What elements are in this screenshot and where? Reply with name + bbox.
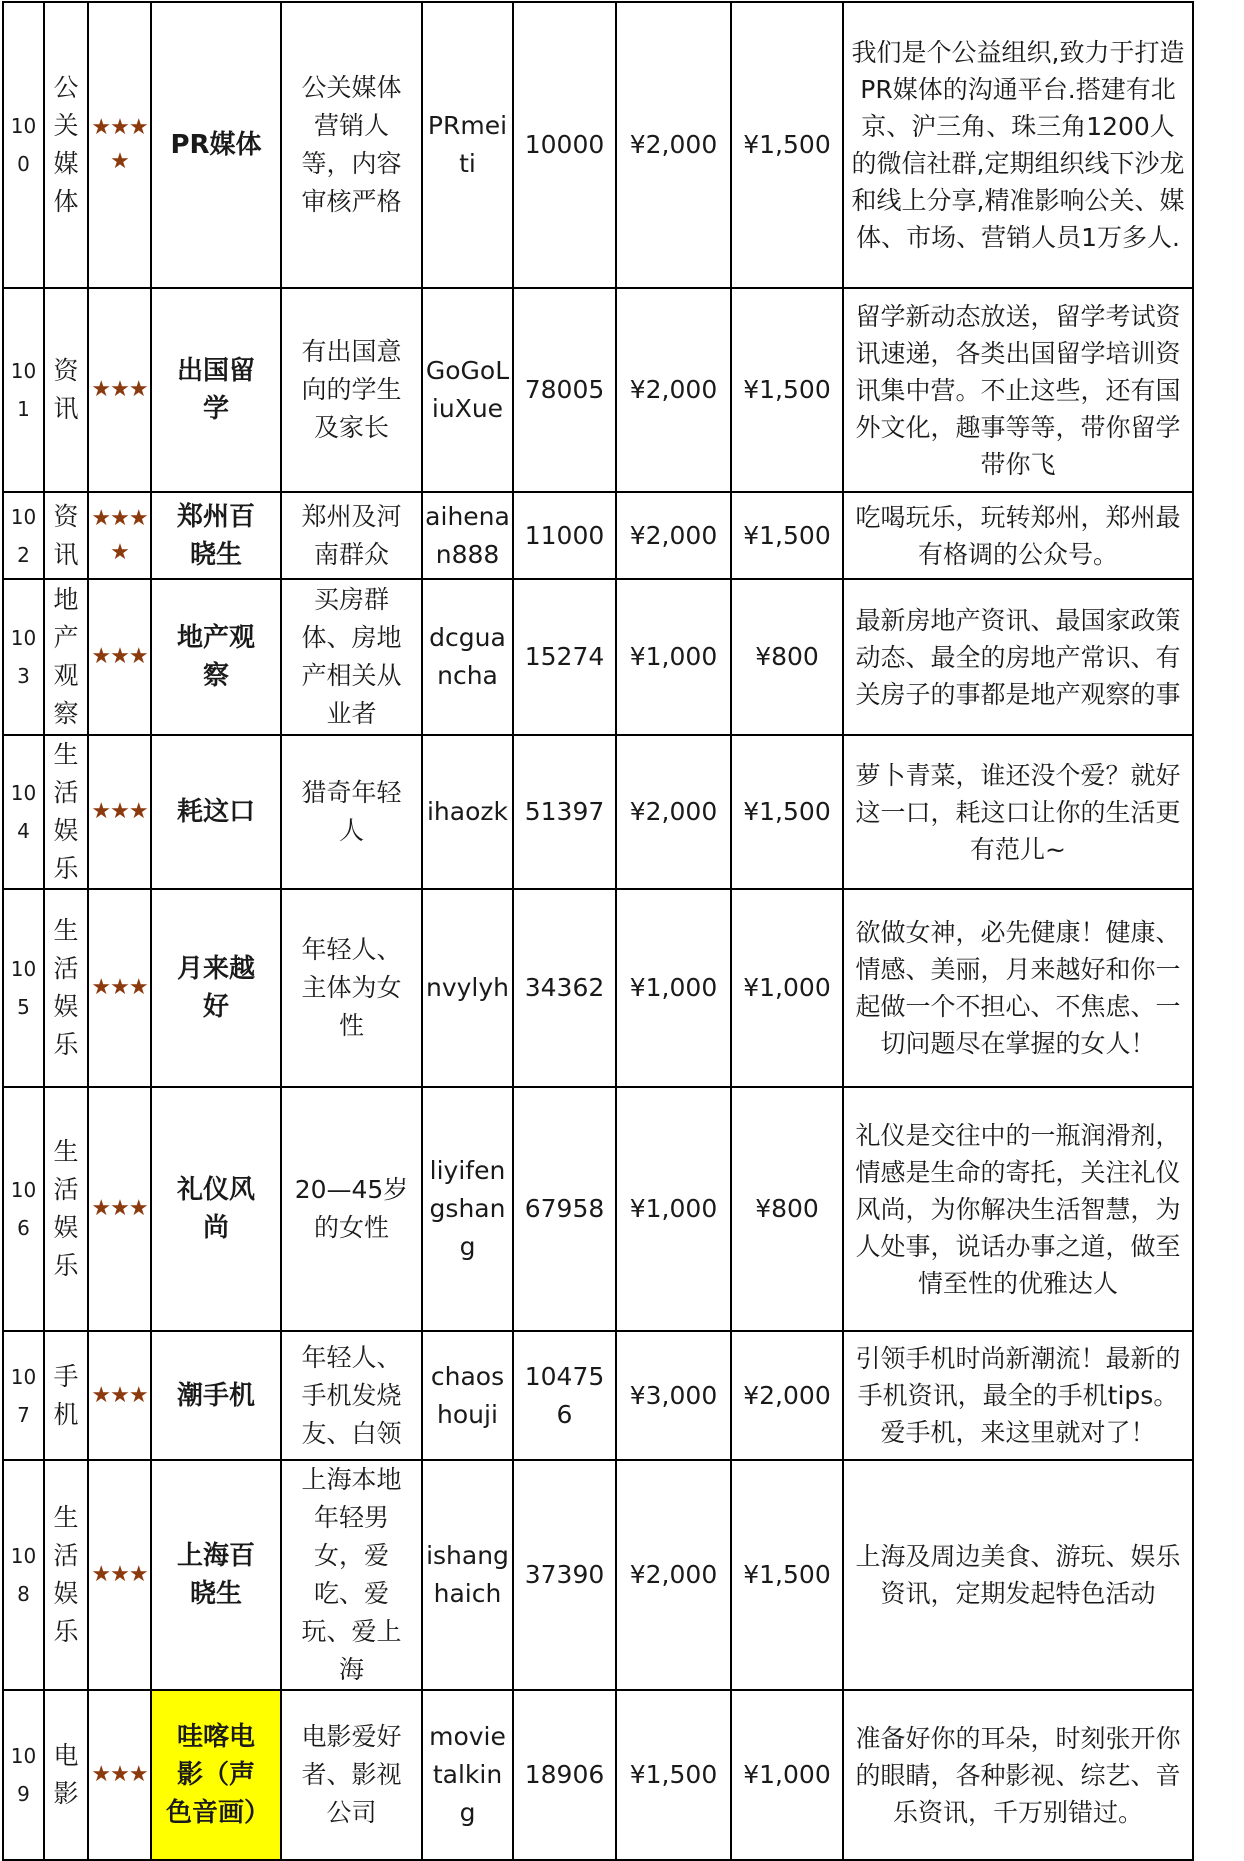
fan-count: 10000 — [513, 2, 616, 288]
table-row — [3, 1087, 1193, 1331]
category-cell: 生活娱乐 — [44, 735, 88, 889]
fan-count: 15274 — [513, 579, 616, 735]
account-name: 礼仪风尚 — [151, 1087, 281, 1331]
price-secondary: ¥1,500 — [731, 288, 843, 492]
account-description: 引领手机时尚新潮流！最新的手机资讯，最全的手机tips。爱手机，来这里就对了！ — [843, 1331, 1193, 1460]
account-name: 上海百晓生 — [151, 1460, 281, 1690]
table-row — [3, 1331, 1193, 1460]
price-primary: ¥3,000 — [616, 1331, 731, 1460]
wechat-id: movietalking — [422, 1690, 513, 1860]
price-primary: ¥2,000 — [616, 2, 731, 288]
table-row — [3, 1460, 1193, 1690]
price-secondary: ¥1,500 — [731, 1460, 843, 1690]
price-secondary: ¥1,500 — [731, 492, 843, 579]
star-rating: ★★★ — [88, 1690, 151, 1860]
wechat-id: PRmeiti — [422, 2, 513, 288]
wechat-id: dcguancha — [422, 579, 513, 735]
table-row — [3, 735, 1193, 889]
fan-count: 34362 — [513, 889, 616, 1087]
account-description: 我们是个公益组织,致力于打造PR媒体的沟通平台.搭建有北京、沪三角、珠三角1200人的微信社群,定期组织线下沙龙和线上分享,精准影响公关、媒体、市场、营销人员1万多人. — [843, 2, 1193, 288]
table-row — [3, 1690, 1193, 1860]
account-name: 耗这口 — [151, 735, 281, 889]
table-row — [3, 2, 1193, 288]
media-price-table — [2, 1, 1194, 1861]
wechat-id: ishanghaich — [422, 1460, 513, 1690]
category-cell: 资讯 — [44, 492, 88, 579]
price-primary: ¥2,000 — [616, 492, 731, 579]
fan-count: 67958 — [513, 1087, 616, 1331]
target-audience: 买房群体、房地产相关从业者 — [281, 579, 422, 735]
wechat-id: liyifengshang — [422, 1087, 513, 1331]
price-secondary: ¥1,000 — [731, 1690, 843, 1860]
account-description: 准备好你的耳朵，时刻张开你的眼睛，各种影视、综艺、音乐资讯，千万别错过。 — [843, 1690, 1193, 1860]
star-rating: ★★★ — [88, 579, 151, 735]
row-number: 108 — [3, 1460, 44, 1690]
fan-count: 104756 — [513, 1331, 616, 1460]
fan-count: 51397 — [513, 735, 616, 889]
price-primary: ¥1,000 — [616, 1087, 731, 1331]
category-cell: 资讯 — [44, 288, 88, 492]
category-cell: 生活娱乐 — [44, 1087, 88, 1331]
target-audience: 年轻人、手机发烧友、白领 — [281, 1331, 422, 1460]
row-number: 101 — [3, 288, 44, 492]
row-number: 107 — [3, 1331, 44, 1460]
star-rating: ★★★ — [88, 1460, 151, 1690]
category-cell: 地产观察 — [44, 579, 88, 735]
category-cell: 公关媒体 — [44, 2, 88, 288]
account-description: 欲做女神，必先健康！健康、情感、美丽，月来越好和你一起做一个不担心、不焦虑、一切问题尽在掌握的女人！ — [843, 889, 1193, 1087]
target-audience: 年轻人、主体为女性 — [281, 889, 422, 1087]
account-description: 礼仪是交往中的一瓶润滑剂，情感是生命的寄托，关注礼仪风尚，为你解决生活智慧，为人处事，说话办事之道，做至情至性的优雅达人 — [843, 1087, 1193, 1331]
price-primary: ¥2,000 — [616, 288, 731, 492]
category-cell: 手机 — [44, 1331, 88, 1460]
star-rating: ★★★★ — [88, 492, 151, 579]
target-audience: 猎奇年轻人 — [281, 735, 422, 889]
target-audience: 有出国意向的学生及家长 — [281, 288, 422, 492]
star-rating: ★★★ — [88, 1087, 151, 1331]
price-secondary: ¥800 — [731, 579, 843, 735]
price-primary: ¥1,000 — [616, 889, 731, 1087]
category-cell: 生活娱乐 — [44, 1460, 88, 1690]
fan-count: 11000 — [513, 492, 616, 579]
account-description: 留学新动态放送，留学考试资讯速递，各类出国留学培训资讯集中营。不止这些，还有国外文化，趣事等等，带你留学带你飞 — [843, 288, 1193, 492]
target-audience: 郑州及河南群众 — [281, 492, 422, 579]
account-name: 出国留学 — [151, 288, 281, 492]
wechat-id: GoGoLiuXue — [422, 288, 513, 492]
star-rating: ★★★★ — [88, 2, 151, 288]
fan-count: 78005 — [513, 288, 616, 492]
price-primary: ¥2,000 — [616, 735, 731, 889]
account-name: 哇喀电影（声色音画） — [151, 1690, 281, 1860]
price-secondary: ¥1,000 — [731, 889, 843, 1087]
star-rating: ★★★ — [88, 1331, 151, 1460]
row-number: 106 — [3, 1087, 44, 1331]
account-description: 上海及周边美食、游玩、娱乐资讯，定期发起特色活动 — [843, 1460, 1193, 1690]
fan-count: 37390 — [513, 1460, 616, 1690]
target-audience: 公关媒体营销人等，内容审核严格 — [281, 2, 422, 288]
account-name: 月来越好 — [151, 889, 281, 1087]
table-row — [3, 288, 1193, 492]
target-audience: 电影爱好者、影视公司 — [281, 1690, 422, 1860]
table-row — [3, 492, 1193, 579]
account-name: 郑州百晓生 — [151, 492, 281, 579]
wechat-id: nvylyh — [422, 889, 513, 1087]
wechat-id: ihaozk — [422, 735, 513, 889]
account-description: 最新房地产资讯、最国家政策动态、最全的房地产常识、有关房子的事都是地产观察的事 — [843, 579, 1193, 735]
row-number: 100 — [3, 2, 44, 288]
wechat-id: chaoshouji — [422, 1331, 513, 1460]
account-description: 萝卜青菜，谁还没个爱？就好这一口，耗这口让你的生活更有范儿~ — [843, 735, 1193, 889]
price-secondary: ¥1,500 — [731, 735, 843, 889]
star-rating: ★★★ — [88, 889, 151, 1087]
row-number: 109 — [3, 1690, 44, 1860]
fan-count: 18906 — [513, 1690, 616, 1860]
table-row — [3, 579, 1193, 735]
row-number: 105 — [3, 889, 44, 1087]
price-primary: ¥1,500 — [616, 1690, 731, 1860]
wechat-id: aihenan888 — [422, 492, 513, 579]
price-secondary: ¥1,500 — [731, 2, 843, 288]
star-rating: ★★★ — [88, 288, 151, 492]
price-primary: ¥1,000 — [616, 579, 731, 735]
price-secondary: ¥2,000 — [731, 1331, 843, 1460]
account-name: 地产观察 — [151, 579, 281, 735]
price-primary: ¥2,000 — [616, 1460, 731, 1690]
row-number: 103 — [3, 579, 44, 735]
row-number: 102 — [3, 492, 44, 579]
price-secondary: ¥800 — [731, 1087, 843, 1331]
account-name: 潮手机 — [151, 1331, 281, 1460]
table-row — [3, 889, 1193, 1087]
category-cell: 生活娱乐 — [44, 889, 88, 1087]
account-description: 吃喝玩乐，玩转郑州，郑州最有格调的公众号。 — [843, 492, 1193, 579]
account-name: PR媒体 — [151, 2, 281, 288]
target-audience: 20—45岁的女性 — [281, 1087, 422, 1331]
category-cell: 电影 — [44, 1690, 88, 1860]
target-audience: 上海本地年轻男女，爱吃、爱玩、爱上海 — [281, 1460, 422, 1690]
star-rating: ★★★ — [88, 735, 151, 889]
row-number: 104 — [3, 735, 44, 889]
